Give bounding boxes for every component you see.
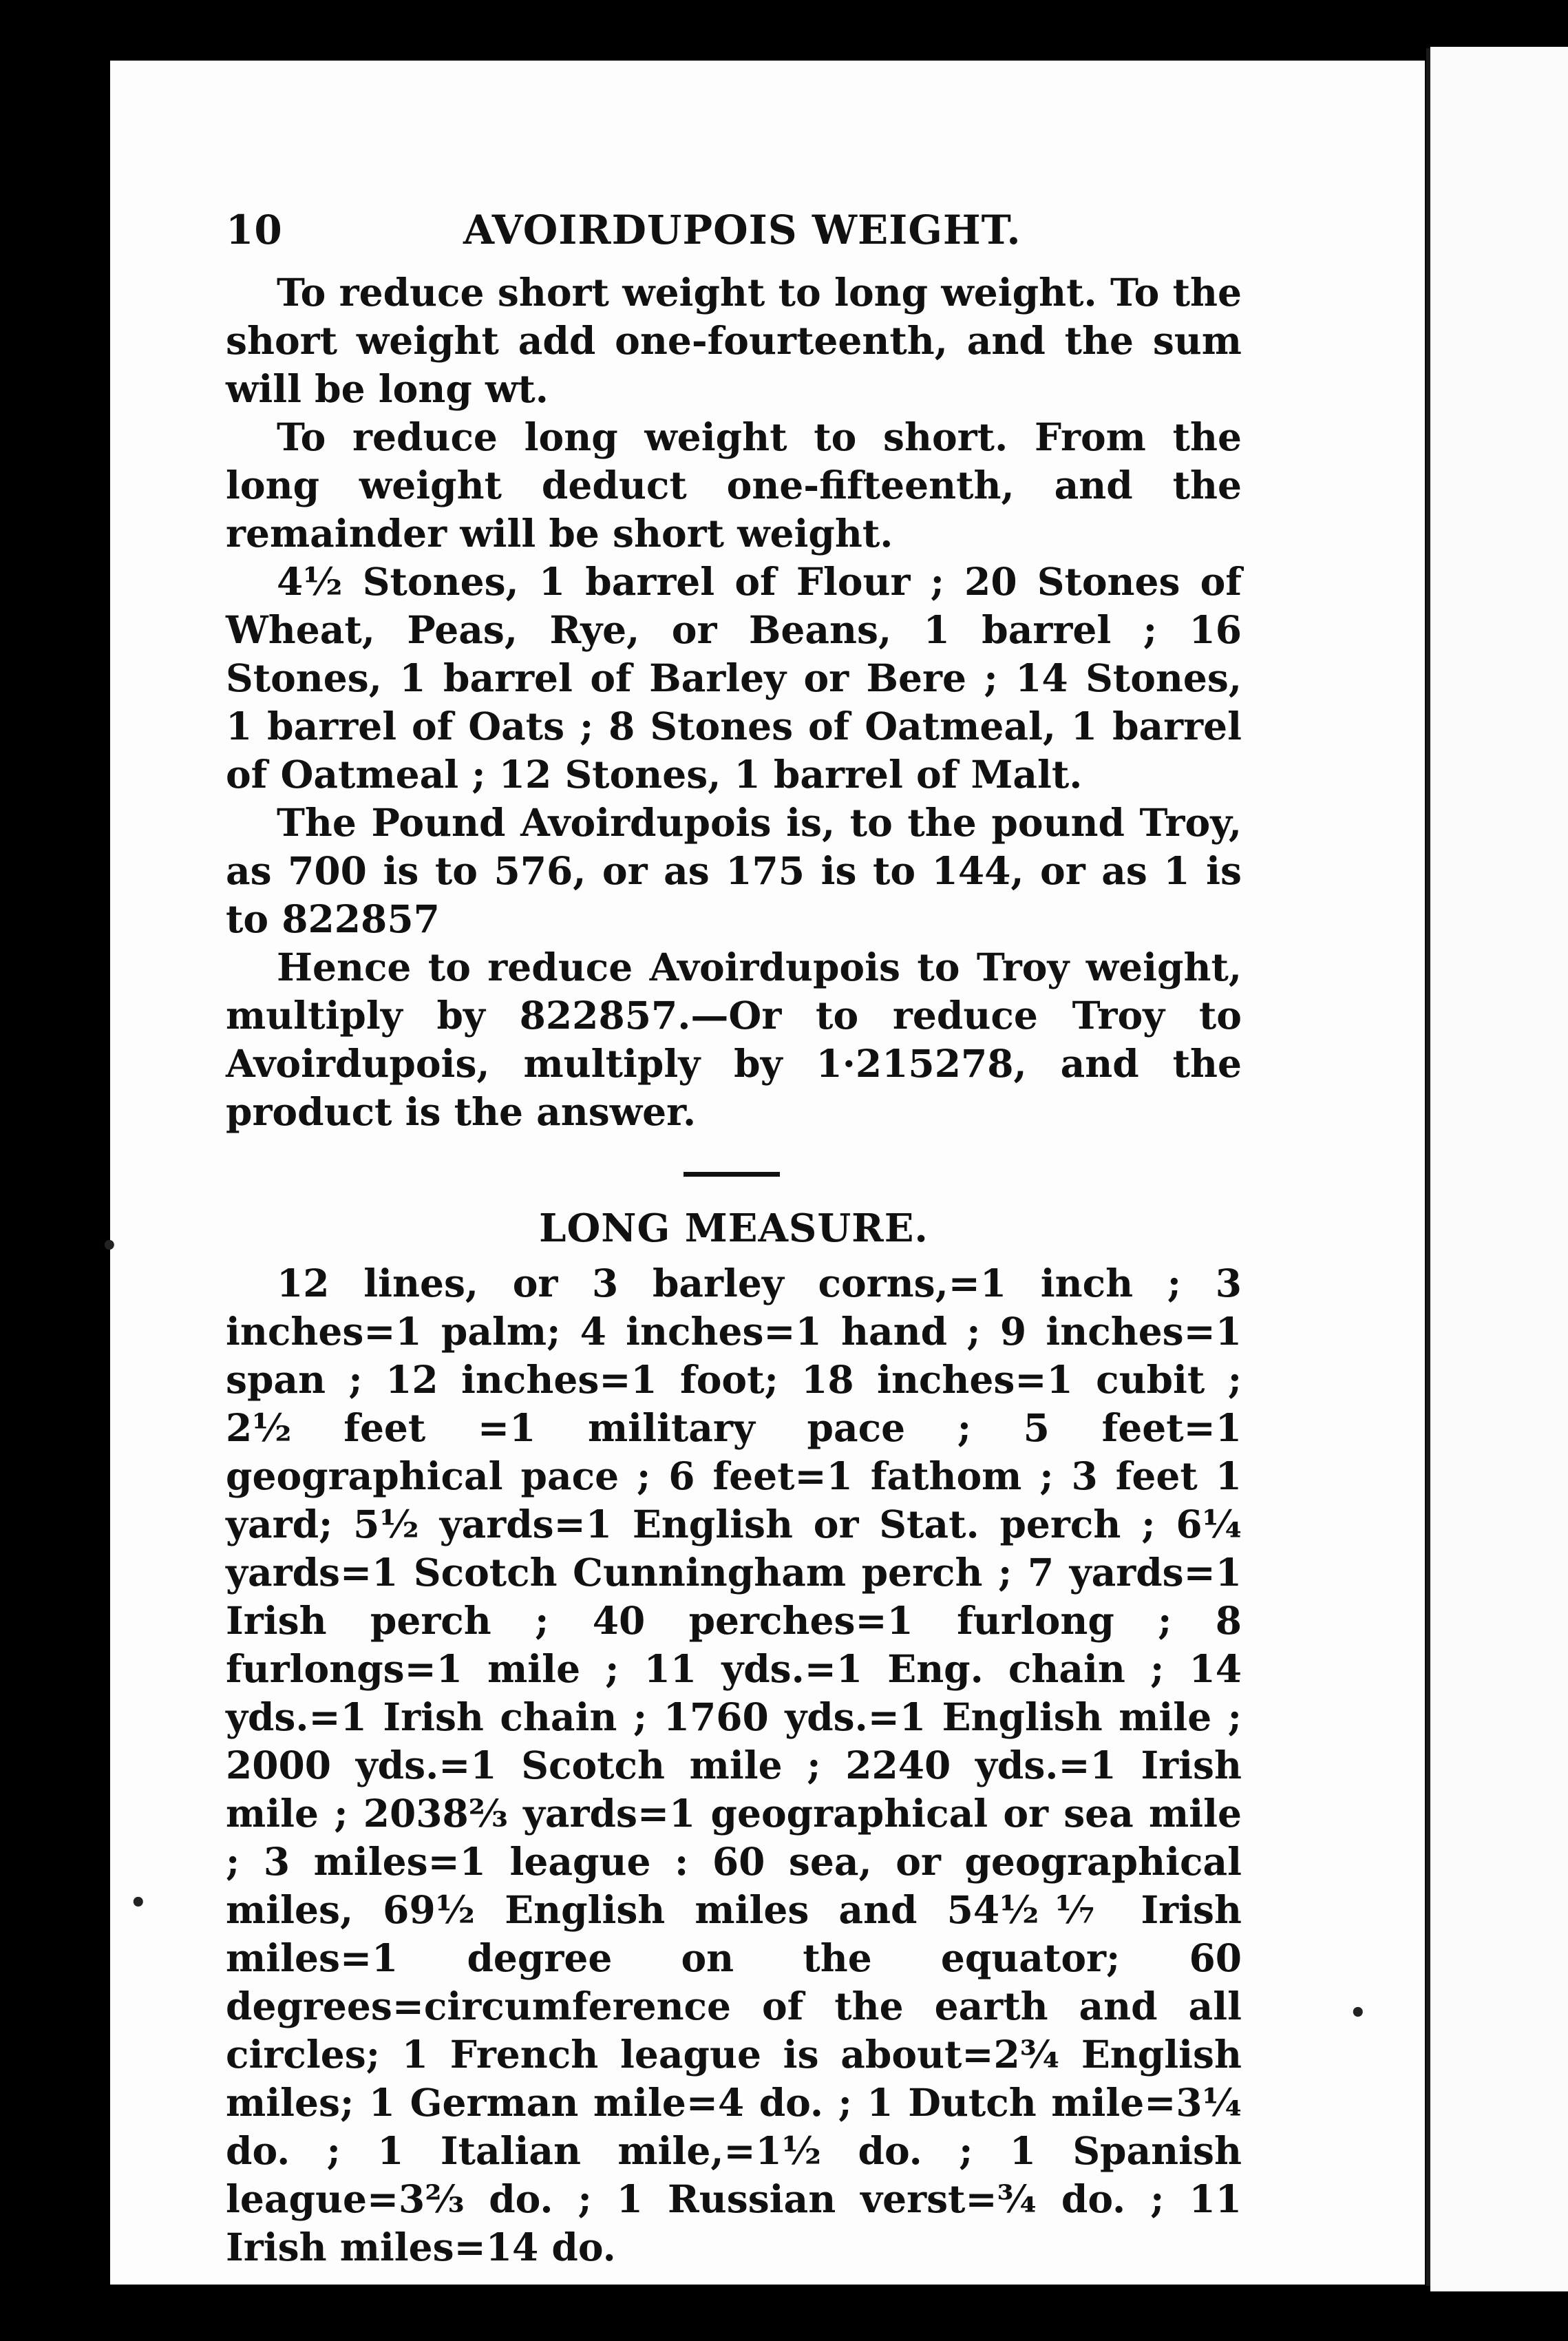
page-content [226, 207, 1242, 2271]
page-header [226, 207, 1242, 269]
margin-speck: • [1349, 1997, 1367, 2029]
running-head: AVOIRDUPOIS WEIGHT. [463, 207, 1021, 253]
paragraph-long-to-short: To reduce long weight to short. From the long weight deduct one-fifteenth, and the remainder will be short weight. [226, 414, 1242, 556]
section-title-long-measure: LONG MEASURE. [539, 1206, 929, 1251]
page-number: 10 [226, 207, 283, 253]
paragraph-troy-conversion: Hence to reduce Avoirdupois to Troy weight, multiply by 822857.—Or to reduce Troy to Avoirdupois, multiply by 1·215278, and the product is the answer. [226, 945, 1242, 1134]
margin-speck: • [100, 1230, 118, 1262]
margin-speck: • [129, 1887, 147, 1919]
paragraph-pound-ratio: The Pound Avoirdupois is, to the pound Troy, as 700 is to 576, or as 175 is to 144, or as 1 is to 822857 [226, 800, 1242, 941]
paragraph-barrel-weights: 4½ Stones, 1 barrel of Flour ; 20 Stones of Wheat, Peas, Rye, or Beans, 1 barrel ; 16 Stones, 1 barrel of Barley or Bere ; 14 Stones, 1 barrel of Oats ; 8 Stones of Oatmeal, 1 barrel of Oatmeal ; 12 Stones, 1 barrel of Malt. [226, 559, 1242, 797]
paragraph-long-measure: 12 lines, or 3 barley corns,=1 inch ; 3 inches=1 palm; 4 inches=1 hand ; 9 inches=1 span ; 12 inches=1 foot; 18 inches=1 cubit ; 2½ feet =1 military pace ; 5 feet=1 geographical pace ; 6 feet=1 fathom ; 3 feet 1 yard; 5½ yards=1 English or Stat. perch ; 6¼ yards=1 Scotch Cunningham perch ; 7 yards=1 Irish perch ; 40 perches=1 furlong ; 8 furlongs=1 mile ; 11 yds.=1 Eng. chain ; 14 yds.=1 Irish chain ; 1760 yds.=1 English mile ; 2000 yds.=1 Scotch mile ; 2240 yds.=1 Irish mile ; 2038⅔ yards=1 geographical or sea mile ; 3 miles=1 league : 60 sea, or geographical miles, 69½ English miles and 54½⅐ Irish miles=1 degree on the equator; 60 degrees=circumference of the earth and all circles; 1 French league is about=2¾ English miles; 1 German mile=4 do. ; 1 Dutch mile=3¼ do. ; 1 Italian mile,=1½ do. ; 1 Spanish league=3⅔ do. ; 1 Russian verst=¾ do. ; 11 Irish miles=14 do. [226, 1261, 1242, 2269]
paragraph-short-to-long: To reduce short weight to long weight. To the short weight add one-fourteenth, and the sum will be long wt. [226, 270, 1242, 411]
right-page-edge [1430, 47, 1568, 2291]
section-divider [684, 1172, 780, 1177]
